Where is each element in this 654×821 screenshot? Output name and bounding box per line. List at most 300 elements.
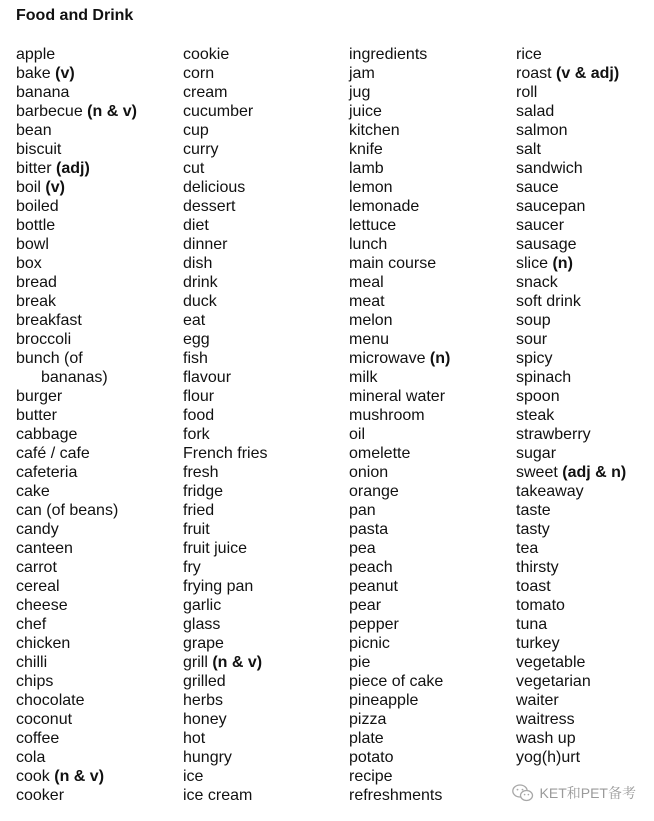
word-list-item (16, 501, 137, 520)
word-list-item (349, 482, 450, 501)
word-list-item (16, 729, 137, 748)
word-list-item (516, 425, 626, 444)
word: tuna (516, 616, 548, 633)
word: break (16, 293, 57, 310)
word: microwave (349, 350, 426, 367)
word: glass (183, 616, 221, 633)
word-list-item (16, 482, 137, 501)
word: dish (183, 255, 213, 272)
word: fish (183, 350, 208, 367)
word: hungry (183, 749, 232, 766)
word: meat (349, 293, 385, 310)
word-list-item (16, 64, 137, 83)
word-list-item (349, 387, 450, 406)
word-list-item (183, 615, 267, 634)
word-list-item (349, 292, 450, 311)
word-list-item (516, 482, 626, 501)
word-list-item (349, 596, 450, 615)
word-list-item (349, 178, 450, 197)
word: canteen (16, 540, 73, 557)
word: bowl (16, 236, 49, 253)
word-list-item (349, 691, 450, 710)
word: cheese (16, 597, 68, 614)
word: pineapple (349, 692, 419, 709)
word: tomato (516, 597, 565, 614)
word: grilled (183, 673, 226, 690)
word: egg (183, 331, 210, 348)
word: bake (16, 65, 51, 82)
word-type-tag: (n) (429, 350, 451, 367)
word-list-item (16, 577, 137, 596)
word-list-item (349, 254, 450, 273)
word: omelette (349, 445, 411, 462)
word: duck (183, 293, 217, 310)
word-list-item (183, 254, 267, 273)
word: bananas) (41, 369, 108, 386)
word: banana (16, 84, 70, 101)
word: orange (349, 483, 399, 500)
word-list-item (349, 311, 450, 330)
word-list-item (16, 406, 137, 425)
wechat-icon (512, 784, 534, 802)
word: pan (349, 502, 376, 519)
word: French fries (183, 445, 268, 462)
word: breakfast (16, 312, 82, 329)
word-list-item (183, 558, 267, 577)
word: broccoli (16, 331, 72, 348)
word: mineral water (349, 388, 446, 405)
word: melon (349, 312, 393, 329)
watermark (512, 783, 636, 803)
word-list-item (349, 45, 450, 64)
word: chocolate (16, 692, 85, 709)
word-list-item (16, 539, 137, 558)
word-list-item (16, 653, 137, 672)
word: drink (183, 274, 218, 291)
word-list-item (16, 387, 137, 406)
word: candy (16, 521, 59, 538)
word-list-item (183, 197, 267, 216)
word: barbecue (16, 103, 83, 120)
word-type-tag: (v) (55, 65, 75, 82)
word: lemonade (349, 198, 420, 215)
word-list-item (183, 539, 267, 558)
word: meal (349, 274, 384, 291)
word: curry (183, 141, 219, 158)
word: lettuce (349, 217, 397, 234)
word: pear (349, 597, 382, 614)
word: sandwich (516, 160, 583, 177)
word: lamb (349, 160, 384, 177)
word: can (of beans) (16, 502, 119, 519)
word-list-item (16, 748, 137, 767)
word-type-tag: (v & adj) (556, 65, 620, 82)
word: chicken (16, 635, 71, 652)
word-list-item (16, 634, 137, 653)
word: cereal (16, 578, 60, 595)
word: herbs (183, 692, 224, 709)
word: cook (16, 768, 50, 785)
word-list-item (16, 368, 137, 387)
word-list-item (349, 349, 450, 368)
word-list-item (183, 672, 267, 691)
word-type-tag: (n & v) (212, 654, 263, 671)
word: takeaway (516, 483, 584, 500)
word: fruit (183, 521, 210, 538)
word-list-item (349, 406, 450, 425)
word-list-item (183, 235, 267, 254)
word-list-item (516, 710, 626, 729)
word-list-item (16, 235, 137, 254)
word-list-item (16, 159, 137, 178)
watermark-text: KET和PET备考 (539, 785, 636, 801)
word: butter (16, 407, 57, 424)
word: plate (349, 730, 384, 747)
word-list-item (349, 368, 450, 387)
word: salad (516, 103, 555, 120)
word-list-item (349, 83, 450, 102)
word-list-item (16, 444, 137, 463)
word-list-item (516, 615, 626, 634)
word: pea (349, 540, 376, 557)
word-list-item (516, 577, 626, 596)
word-list-item (516, 121, 626, 140)
word-list-item (183, 596, 267, 615)
word: corn (183, 65, 215, 82)
word-list-item (16, 672, 137, 691)
word: piece of cake (349, 673, 444, 690)
word: milk (349, 369, 378, 386)
word: oil (349, 426, 366, 443)
word-list-item (516, 558, 626, 577)
word-list-item (349, 425, 450, 444)
word-list-item (183, 349, 267, 368)
word: fridge (183, 483, 224, 500)
word: fruit juice (183, 540, 248, 557)
word-type-tag: (adj) (56, 160, 90, 177)
word-list-item (349, 444, 450, 463)
word-list-item (183, 634, 267, 653)
word-list-item (349, 197, 450, 216)
word: steak (516, 407, 555, 424)
word: recipe (349, 768, 393, 785)
word: cut (183, 160, 205, 177)
word: honey (183, 711, 227, 728)
word-list-item (516, 45, 626, 64)
word-list-item (183, 653, 267, 672)
word-list-item (16, 121, 137, 140)
word-list-item (349, 729, 450, 748)
word-list-item (349, 121, 450, 140)
word: main course (349, 255, 437, 272)
word-type-tag: (v) (45, 179, 65, 196)
word-list-item (16, 83, 137, 102)
word-list-item (516, 368, 626, 387)
word: spicy (516, 350, 553, 367)
word-list-item (516, 463, 626, 482)
word-type-tag: (n & v) (54, 768, 105, 785)
word: potato (349, 749, 394, 766)
word: mushroom (349, 407, 425, 424)
word-list-item (16, 520, 137, 539)
word: sausage (516, 236, 577, 253)
word: pie (349, 654, 371, 671)
word-list-item (516, 273, 626, 292)
word-list-item (349, 64, 450, 83)
word-list-item (516, 83, 626, 102)
word-list-item (16, 140, 137, 159)
word-list-item (516, 653, 626, 672)
word-list-item (16, 349, 137, 368)
word-list-item (516, 444, 626, 463)
word: cooker (16, 787, 65, 804)
word-list-item (516, 387, 626, 406)
word-list-item (349, 159, 450, 178)
word: garlic (183, 597, 222, 614)
word-list-item (516, 596, 626, 615)
word-list-item (183, 368, 267, 387)
word-list-item (16, 330, 137, 349)
word-list-item (16, 710, 137, 729)
word: onion (349, 464, 389, 481)
word: sour (516, 331, 548, 348)
word-list-item (16, 615, 137, 634)
word: soft drink (516, 293, 581, 310)
word: ice (183, 768, 204, 785)
word-list-item (516, 140, 626, 159)
word: diet (183, 217, 209, 234)
word-list-item (349, 235, 450, 254)
word: saucer (516, 217, 565, 234)
word-list-item (349, 539, 450, 558)
word-list-item (183, 729, 267, 748)
word-list-item (16, 292, 137, 311)
word-column-1 (16, 45, 137, 805)
word-list-item (349, 330, 450, 349)
word-list-item (183, 216, 267, 235)
word-list-item (183, 520, 267, 539)
word: delicious (183, 179, 246, 196)
word-list-item (349, 102, 450, 121)
word: grape (183, 635, 224, 652)
word: bottle (16, 217, 56, 234)
word: box (16, 255, 42, 272)
word-list-item (516, 235, 626, 254)
word-list-item (16, 425, 137, 444)
word: burger (16, 388, 63, 405)
word-list-item (183, 482, 267, 501)
word-list-item (349, 672, 450, 691)
word-list-item (349, 710, 450, 729)
word-list-item (516, 349, 626, 368)
word-list-item (16, 178, 137, 197)
word: picnic (349, 635, 390, 652)
word: peanut (349, 578, 398, 595)
word-list-item (183, 292, 267, 311)
word-list-item (516, 197, 626, 216)
word-list-item (349, 767, 450, 786)
word: fresh (183, 464, 219, 481)
word: grill (183, 654, 208, 671)
word: cola (16, 749, 46, 766)
word: café / cafe (16, 445, 90, 462)
word-column-3 (349, 45, 450, 805)
word: chilli (16, 654, 48, 671)
word-list-item (16, 197, 137, 216)
word: juice (349, 103, 382, 120)
word-list-item (349, 748, 450, 767)
word: cake (16, 483, 50, 500)
word-list-item (516, 216, 626, 235)
word-list-item (183, 387, 267, 406)
word-list-item (516, 159, 626, 178)
word: boiled (16, 198, 59, 215)
word-list-item (183, 311, 267, 330)
word-list-item (183, 501, 267, 520)
word: lunch (349, 236, 388, 253)
word-list-item (516, 672, 626, 691)
word: cucumber (183, 103, 254, 120)
word: flavour (183, 369, 232, 386)
word: frying pan (183, 578, 254, 595)
word: bread (16, 274, 57, 291)
word-list-item (516, 311, 626, 330)
word-list-item (16, 254, 137, 273)
word: vegetable (516, 654, 586, 671)
word-list-item (183, 121, 267, 140)
word: lemon (349, 179, 393, 196)
word-list-item (183, 64, 267, 83)
word-list-item (16, 463, 137, 482)
word: pepper (349, 616, 399, 633)
word: jug (349, 84, 371, 101)
word: kitchen (349, 122, 400, 139)
word: dinner (183, 236, 228, 253)
word-list-item (183, 159, 267, 178)
word-list-item (183, 444, 267, 463)
word-list-item (183, 273, 267, 292)
word: yog(h)urt (516, 749, 581, 766)
word-list-item (16, 767, 137, 786)
word-list-item (183, 330, 267, 349)
word-list-item (16, 786, 137, 805)
word-list-item (516, 330, 626, 349)
word: snack (516, 274, 558, 291)
word: bean (16, 122, 52, 139)
word: flour (183, 388, 215, 405)
word: hot (183, 730, 206, 747)
word: bunch (of (16, 350, 83, 367)
word: knife (349, 141, 383, 158)
word-list-item (516, 501, 626, 520)
word: strawberry (516, 426, 591, 443)
word-list-item (516, 254, 626, 273)
word-list-item (183, 767, 267, 786)
word-list-item (183, 45, 267, 64)
word-list-item (16, 45, 137, 64)
word: carrot (16, 559, 57, 576)
word: salmon (516, 122, 568, 139)
word: biscuit (16, 141, 62, 158)
word: spoon (516, 388, 560, 405)
word: chef (16, 616, 47, 633)
word-list-item (183, 83, 267, 102)
word-column-2 (183, 45, 267, 805)
word-list-item (516, 634, 626, 653)
word-list-item (183, 710, 267, 729)
word: waiter (516, 692, 559, 709)
word: sauce (516, 179, 559, 196)
word-list-item (516, 292, 626, 311)
word: bitter (16, 160, 52, 177)
word-list-item (516, 729, 626, 748)
word-list-item (516, 539, 626, 558)
word-list-item (349, 577, 450, 596)
word: ice cream (183, 787, 253, 804)
word: boil (16, 179, 41, 196)
word: coffee (16, 730, 60, 747)
word: tea (516, 540, 539, 557)
word-list-item (16, 691, 137, 710)
word: refreshments (349, 787, 443, 804)
page-title: Food and Drink (16, 7, 134, 24)
word: slice (516, 255, 549, 272)
word: taste (516, 502, 551, 519)
word-list-item (183, 102, 267, 121)
word-list-item (183, 425, 267, 444)
word: fry (183, 559, 201, 576)
word: cafeteria (16, 464, 78, 481)
word: spinach (516, 369, 572, 386)
word-list-item (16, 273, 137, 292)
word: soup (516, 312, 551, 329)
word: eat (183, 312, 206, 329)
word: wash up (516, 730, 576, 747)
word-list-item (16, 596, 137, 615)
word-list-item (349, 501, 450, 520)
word: apple (16, 46, 56, 63)
word-list-item (349, 273, 450, 292)
word: roast (516, 65, 552, 82)
word: sweet (516, 464, 558, 481)
word-list-item (349, 463, 450, 482)
word: dessert (183, 198, 236, 215)
word: fried (183, 502, 215, 519)
word-type-tag: (n) (552, 255, 573, 272)
word: turkey (516, 635, 560, 652)
word-list-item (183, 691, 267, 710)
word-list-item (349, 634, 450, 653)
word: tasty (516, 521, 550, 538)
word-list-item (349, 615, 450, 634)
word: saucepan (516, 198, 586, 215)
word: fork (183, 426, 210, 443)
word: cream (183, 84, 228, 101)
word: vegetarian (516, 673, 591, 690)
word-list-item (516, 102, 626, 121)
word: sugar (516, 445, 557, 462)
word-list-item (183, 178, 267, 197)
word: ingredients (349, 46, 428, 63)
word-list-item (183, 786, 267, 805)
word-type-tag: (adj & n) (562, 464, 627, 481)
word-list-item (516, 691, 626, 710)
word: menu (349, 331, 390, 348)
word: pasta (349, 521, 389, 538)
word-list-item (349, 520, 450, 539)
word-list-item (16, 558, 137, 577)
word: cabbage (16, 426, 78, 443)
